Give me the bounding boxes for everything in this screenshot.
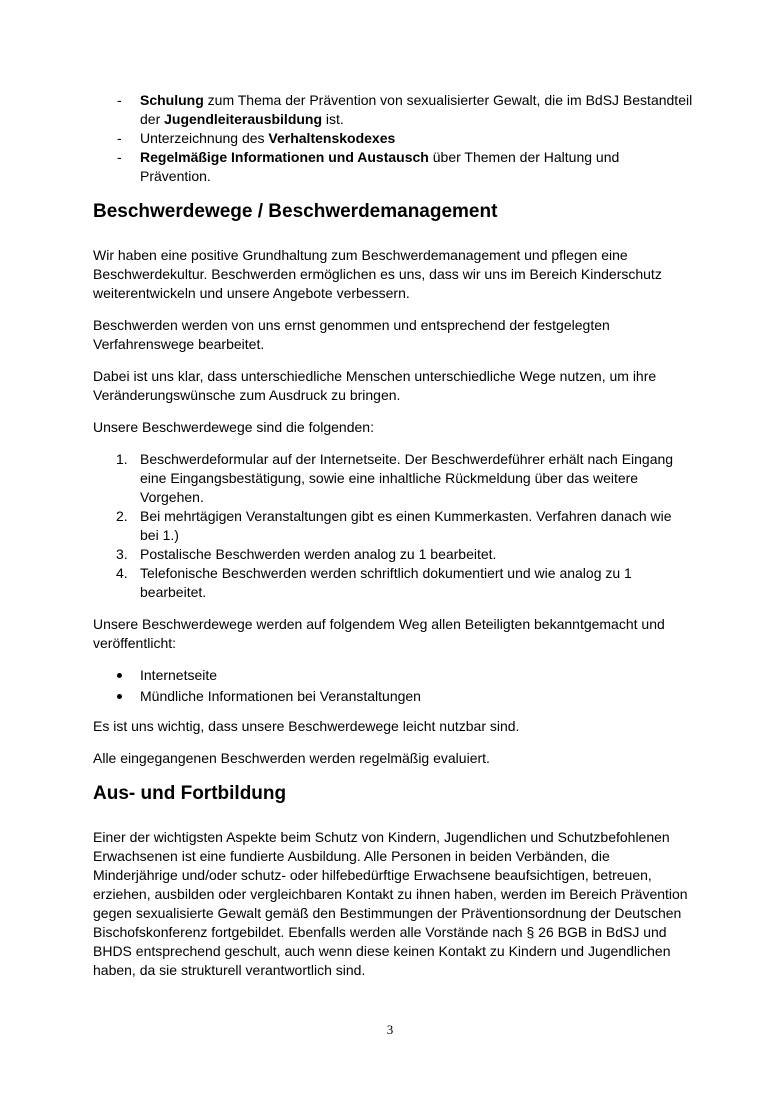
list-text: Telefonische Beschwerden werden schriftlich dokumentiert und wie analog zu 1 bearbeitet. — [140, 565, 632, 600]
list-text: Bei mehrtägigen Veranstaltungen gibt es einen Kummerkasten. Verfahren danach wie bei 1.) — [140, 508, 672, 543]
paragraph: Beschwerden werden von uns ernst genommen und entsprechend der festgelegten Verfahrenswege bearbeitet. — [93, 317, 610, 352]
page-content — [93, 91, 693, 980]
bullet-marker — [117, 694, 122, 699]
bold-term: Verhaltenskodexes — [268, 130, 396, 146]
paragraph: Dabei ist uns klar, dass unterschiedliche Menschen unterschiedliche Wege nutzen, um ihre Veränderungswünsche zum Ausdruck zu bringen. — [93, 368, 657, 403]
list-number: 1. — [116, 451, 128, 467]
paragraph: Einer der wichtigsten Aspekte beim Schutz von Kindern, Jugendlichen und Schutzbefohlenen Erwachsenen ist eine fundierte Ausbildung. Alle Personen in beiden Verbänden, die Minderjährige und/oder schutz- oder hilfebedürftige Erwachsene beaufsichtigen, betreuen, erziehen, ausbilden oder vergleichbaren Kontakt zu ihnen haben, werden im Bereich Prävention gegen sexualisierte Gewalt gemäß den Bestimmungen der Präventionsordnung der Deutschen Bischofskonferenz fortgebildet. Ebenfalls werden alle Vorstände nach § 26 BGB in BdSJ und BHDS entsprechend geschult, auch wenn diese keinen Kontakt zu Kindern und Jugendlichen haben, da sie strukturell verantwortlich sind. — [93, 829, 688, 978]
section-heading-beschwerdewege: Beschwerdewege / Beschwerdemanagement — [93, 201, 498, 222]
list-text: Beschwerdeformular auf der Internetseite. Der Beschwerdeführer erhält nach Eingang eine Eingangsbestätigung, sowie eine inhaltliche Rückmeldung über das weitere Vorgehen. — [140, 451, 674, 505]
paragraph: Unsere Beschwerdewege werden auf folgendem Weg allen Beteiligten bekanntgemacht und veröffentlicht: — [93, 616, 665, 651]
list-text: ist. — [322, 111, 344, 127]
complaint-steps-list — [93, 450, 693, 602]
list-item — [93, 666, 693, 685]
bullet-marker — [117, 673, 122, 678]
paragraph: Wir haben eine positive Grundhaltung zum Beschwerdemanagement und pflegen eine Beschwerdekultur. Beschwerden ermöglichen es uns, dass wir uns im Bereich Kinderschutz weiterentwickeln und unsere Angebote verbessern. — [93, 247, 662, 301]
list-number: 4. — [116, 565, 128, 581]
list-item — [93, 129, 693, 148]
channels-list — [93, 666, 693, 706]
list-text: zum Thema der Prävention von sexualisierter Gewalt, die im BdSJ Bestandteil der — [140, 92, 693, 127]
list-text: Internetseite — [140, 667, 218, 683]
list-number: 2. — [116, 508, 128, 524]
intro-bullet-list — [93, 91, 693, 186]
dash-marker: - — [117, 149, 122, 165]
list-text: Unterzeichnung des — [140, 130, 269, 146]
paragraph: Unsere Beschwerdewege sind die folgenden: — [93, 419, 374, 435]
paragraph: Es ist uns wichtig, dass unsere Beschwerdewege leicht nutzbar sind. — [93, 718, 520, 734]
paragraph: Alle eingegangenen Beschwerden werden regelmäßig evaluiert. — [93, 750, 490, 766]
dash-marker: - — [117, 92, 122, 108]
list-text: Postalische Beschwerden werden analog zu 1 bearbeitet. — [140, 546, 497, 562]
list-item — [93, 687, 693, 706]
page-number: 3 — [386, 1022, 394, 1037]
list-item — [93, 450, 693, 507]
list-item — [93, 148, 693, 186]
bold-term: Schulung — [140, 92, 204, 108]
list-item — [93, 91, 693, 129]
list-text: Mündliche Informationen bei Veranstaltungen — [140, 688, 421, 704]
bold-term: Jugendleiterausbildung — [164, 111, 323, 127]
bold-term: Regelmäßige Informationen und Austausch — [140, 149, 429, 165]
section-heading-fortbildung: Aus- und Fortbildung — [93, 783, 287, 804]
dash-marker: - — [117, 130, 122, 146]
list-text: über Themen der Haltung und Prävention. — [140, 149, 620, 184]
list-item — [93, 507, 693, 545]
list-item — [93, 545, 693, 564]
list-number: 3. — [116, 546, 128, 562]
list-item — [93, 564, 693, 602]
